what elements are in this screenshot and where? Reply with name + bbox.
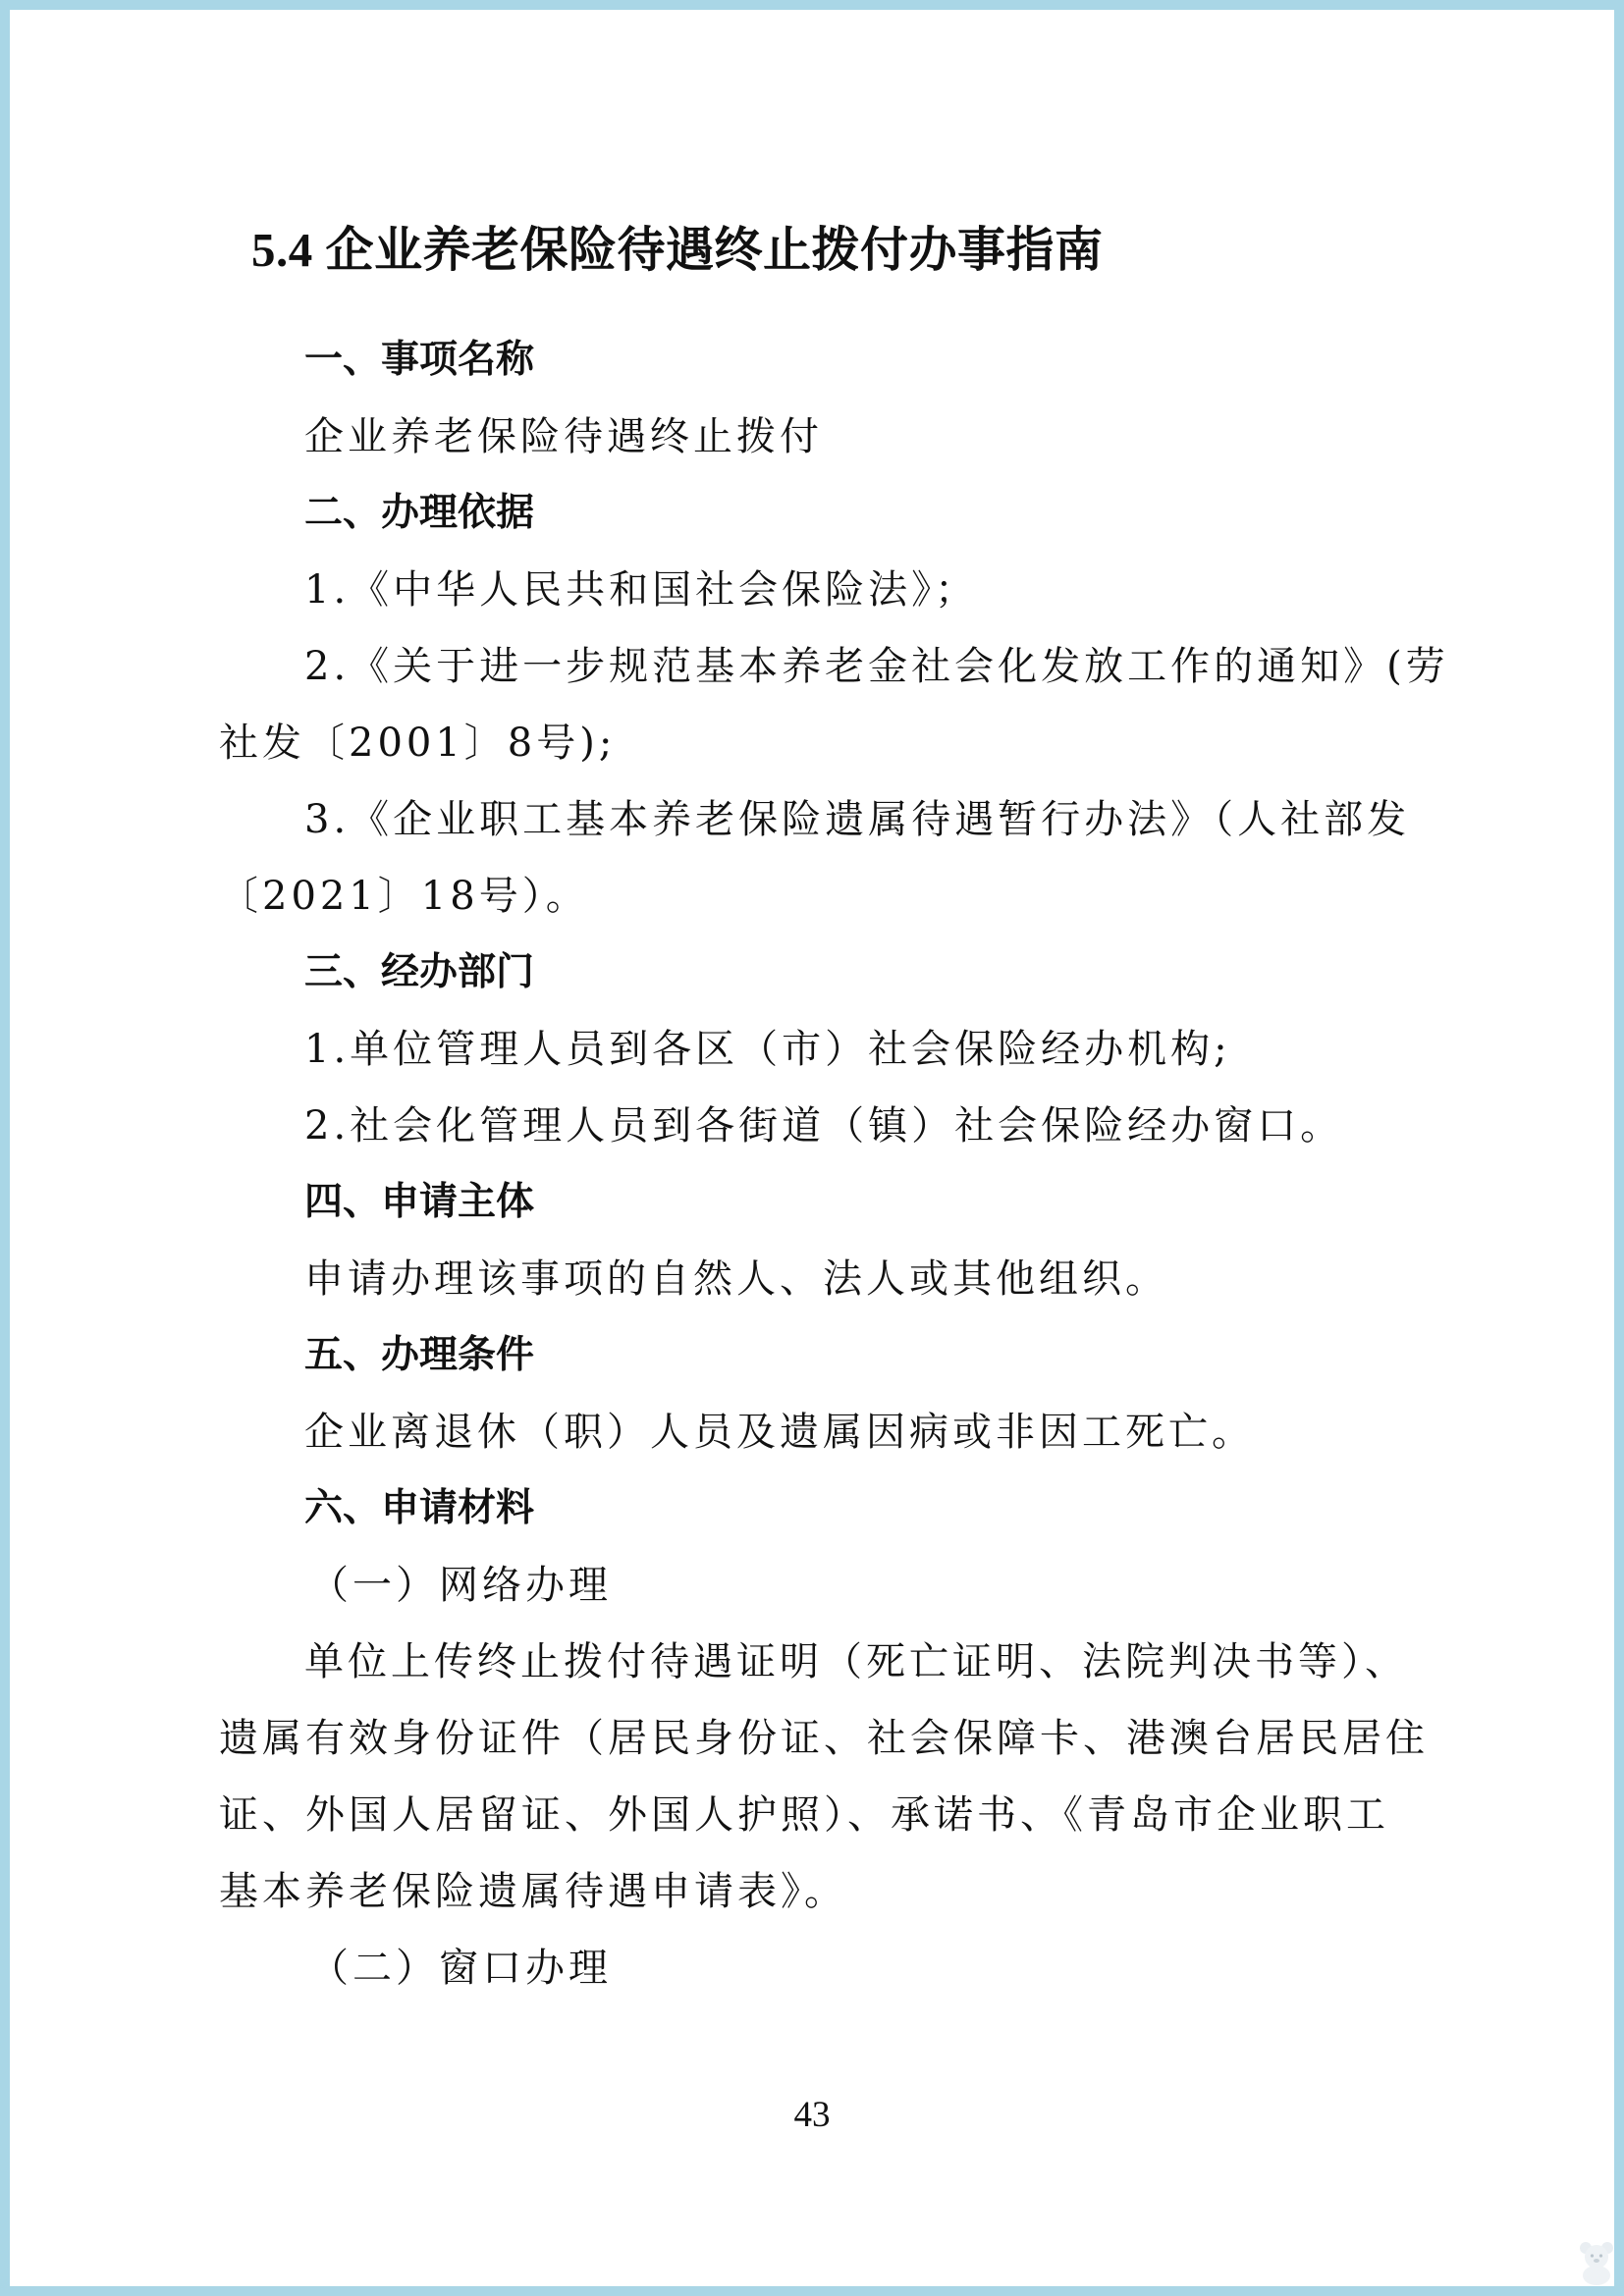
paragraph-line: 申请办理该事项的自然人、法人或其他组织。 <box>304 1256 1168 1302</box>
section-heading-conditions: 五、办理条件 <box>304 1333 535 1377</box>
paragraph-line: 社发〔2001〕8号); <box>219 721 617 766</box>
subsection-heading-window: （二）窗口办理 <box>309 1946 612 1991</box>
paragraph-line: 证、外国人居留证、外国人护照）、承诺书、《青岛市企业职工 <box>219 1792 1389 1838</box>
page-title: 5.4 企业养老保险待遇终止拨付办事指南 <box>251 223 1104 277</box>
section-heading-department: 三、经办部门 <box>304 950 535 994</box>
paragraph-line: 企业养老保险待遇终止拨付 <box>304 414 823 459</box>
paragraph-line: 〔2021〕18号）。 <box>219 874 589 919</box>
paragraph-line: 基本养老保险遗属待遇申请表》。 <box>219 1869 847 1914</box>
paragraph-line: 3.《企业职工基本养老保险遗属待遇暂行办法》（人社部发 <box>304 797 1411 842</box>
section-heading-item-name: 一、事项名称 <box>304 338 535 382</box>
paragraph-line: 单位上传终止拨付待遇证明（死亡证明、法院判决书等）、 <box>304 1639 1408 1684</box>
section-heading-basis: 二、办理依据 <box>304 491 535 535</box>
paragraph-line: 企业离退休（职）人员及遗属因病或非因工死亡。 <box>304 1410 1255 1455</box>
paragraph-line: 遗属有效身份证件（居民身份证、社会保障卡、港澳台居民居住 <box>219 1716 1429 1761</box>
paragraph-line: 1.《中华人民共和国社会保险法》； <box>304 567 979 613</box>
section-heading-materials: 六、申请材料 <box>304 1486 535 1530</box>
subsection-heading-online: （一）网络办理 <box>309 1563 612 1608</box>
paragraph-line: 2.《关于进一步规范基本养老金社会化发放工作的通知》(劳 <box>304 644 1449 689</box>
paragraph-line: 1.单位管理人员到各区（市）社会保险经办机构; <box>304 1027 1231 1072</box>
paragraph-line: 2.社会化管理人员到各街道（镇）社会保险经办窗口。 <box>304 1103 1344 1148</box>
section-heading-applicant: 四、申请主体 <box>304 1180 535 1224</box>
page-number: 43 <box>793 2095 831 2135</box>
document-page <box>10 10 1614 2286</box>
bear-icon <box>1575 2238 1618 2285</box>
